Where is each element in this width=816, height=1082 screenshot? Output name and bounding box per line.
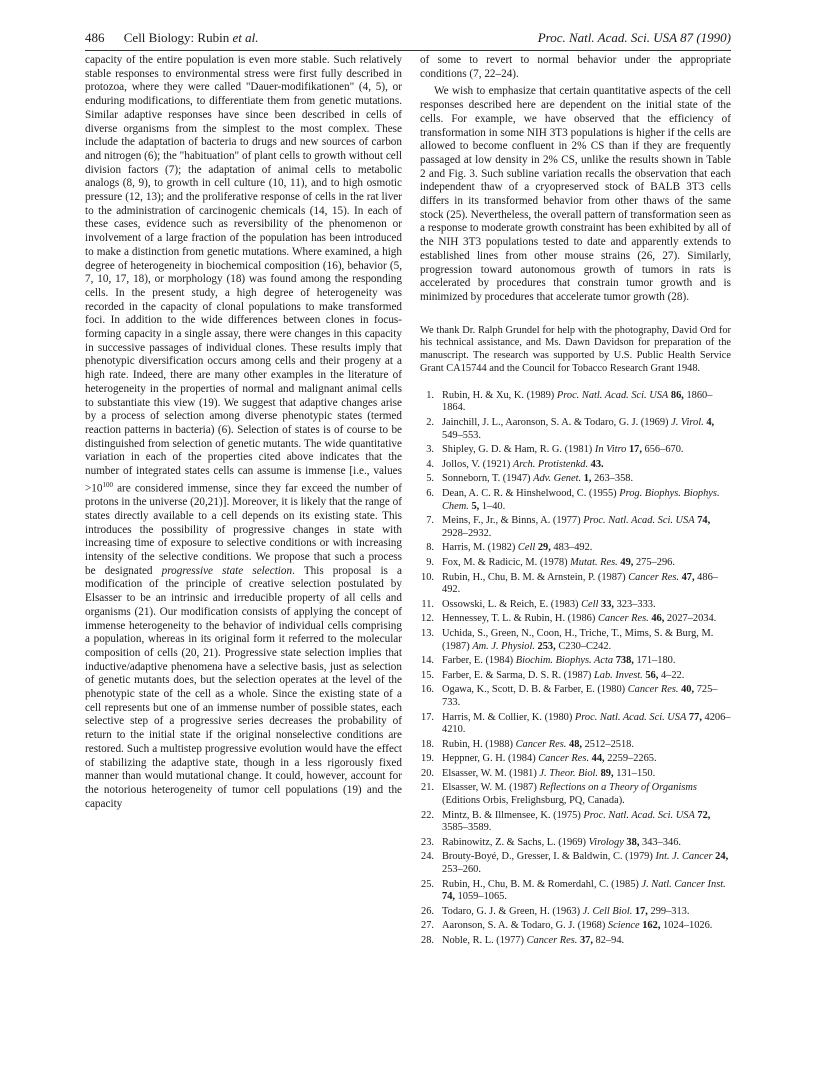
body-paragraph: We wish to emphasize that certain quantitative aspects of the cell responses described here are dependent on the initial state of the cells. For example, we have observed that the efficiency of transformation in some NIH 3T3 populations is higher if the cells are allowed to become confluent in 2% CS than if they are frequently passaged at low density in 2% CS, unlike the results shown in Table 2 and Fig. 3. Such subline variation recalls the observation that each independent thaw of a cryopreserved stock of BALB 3T3 cells differs in its transformed behavior from other thaws of the same stock (25). Nevertheless, the overall pattern of transformation seen as a response to moderate growth constraint has been exhibited by all of the NIH 3T3 populations tested to date and apparently extends to established lines from other mouse strains (26, 27). Similarly, progression toward autonomous growth of tumors in rats is accelerated by procedures that constrain tumor growth and is minimized by procedures that accelerate tumor growth (28). (420, 85, 731, 303)
text-run: are considered immense, since they far exceed the number of protons in the universe (20,21)]. Moreover, it is likely that the range of states directly available to a cell depends on its existing state. This introduces the possibility of progressive changes in state with increasing time of exposure to selective conditions or with increasing intensity of the selective conditions. We propose that such a process be designated (85, 482, 402, 577)
reference-pages: 549–553. (442, 429, 481, 441)
reference-journal: J. Theor. Biol. (539, 767, 599, 779)
reference-journal: In Vitro (594, 444, 627, 456)
reference-pages: 171–180. (633, 655, 676, 667)
reference-authors: Brouty-Boyé, D., Gresser, I. & Baldwin, C. (1979) (442, 851, 656, 863)
reference-authors: Uchida, S., Green, N., Coon, H., Triche, T., Mims, S. & Burg, M. (1987) (442, 627, 714, 652)
reference-pages: 253–260. (442, 864, 481, 876)
reference-volume: 4, (703, 417, 715, 429)
reference-authors: Rubin, H. & Xu, K. (1989) (442, 389, 557, 401)
reference-number: 25. (421, 878, 434, 890)
reference-pages: 656–670. (641, 444, 684, 456)
reference-volume: 48, (566, 738, 582, 750)
reference-authors: Farber, E. & Sarma, D. S. R. (1987) (442, 669, 594, 681)
reference-pages: 725–733. (442, 684, 718, 708)
reference-pages: 299–313. (647, 905, 690, 917)
reference-pages: 1024–1026. (660, 920, 713, 932)
authors-suffix: et al. (232, 30, 259, 45)
reference-pages: (Editions Orbis, Frelighsburg, PQ, Canada). (442, 795, 625, 807)
reference-authors: Fox, M. & Radicic, M. (1978) (442, 556, 571, 568)
reference-volume: 162, (639, 920, 661, 932)
reference-journal: Proc. Natl. Acad. Sci. USA (574, 711, 687, 723)
reference-pages: 2512–2518. (582, 738, 634, 750)
body-paragraph (85, 54, 402, 811)
reference-pages: 483–492. (550, 542, 593, 554)
reference-volume: 72, (694, 809, 711, 821)
reference-authors: Ogawa, K., Scott, D. B. & Farber, E. (1980) (442, 684, 628, 696)
reference-number: 23. (421, 836, 434, 848)
reference-item (420, 739, 731, 752)
reference-volume: 74, (694, 515, 711, 527)
reference-authors: Aaronson, S. A. & Todaro, G. J. (1968) (442, 920, 608, 932)
reference-item (420, 879, 731, 904)
reference-journal: Proc. Natl. Acad. Sci. USA (583, 515, 695, 527)
reference-authors: Harris, M. (1982) (442, 542, 518, 554)
reference-journal: Cancer Res. (597, 613, 649, 625)
reference-item (420, 542, 731, 555)
reference-journal: Cancer Res. (538, 753, 590, 765)
reference-journal: Int. J. Cancer (655, 851, 713, 863)
reference-pages: 82–94. (592, 935, 625, 946)
acknowledgment: We thank Dr. Ralph Grundel for help with the photography, David Ord for his technical assistance, and Ms. Dawn Davidson for preparation of the manuscript. The research was supported by U.S. Public Health Service Grant CA15744 and the Council for Tobacco Research Grant 1948. (420, 324, 731, 375)
reference-authors: Heppner, G. H. (1984) (442, 753, 539, 765)
reference-item (420, 473, 731, 486)
reference-journal: Arch. Protistenkd. (512, 458, 589, 470)
reference-authors: Jainchill, J. L., Aaronson, S. A. & Todaro, G. J. (1969) (442, 417, 672, 429)
reference-item (420, 768, 731, 781)
reference-volume: 253, (534, 640, 556, 652)
reference-item (420, 782, 731, 807)
reference-item (420, 684, 731, 709)
section-label: Cell Biology: Rubin (123, 30, 230, 45)
reference-volume: 33, (598, 598, 615, 610)
emphasis-term: progressive state selection (161, 564, 293, 577)
reference-list (420, 390, 731, 948)
reference-journal: Reflections on a Theory of Organisms (539, 782, 697, 794)
reference-pages: C230–C242. (555, 640, 612, 652)
reference-authors: Rubin, H., Chu, B. M. & Romerdahl, C. (1985) (442, 878, 642, 890)
reference-journal: Adv. Genet. (533, 473, 582, 485)
reference-number: 14. (421, 655, 434, 667)
reference-journal: Cancer Res. (628, 571, 679, 583)
reference-number: 12. (421, 613, 434, 625)
reference-volume: 46, (648, 613, 665, 625)
reference-item (420, 444, 731, 457)
reference-item (420, 851, 731, 876)
reference-volume: 1, (581, 473, 592, 485)
reference-authors: Rabinowitz, Z. & Sachs, L. (1969) (442, 836, 589, 848)
reference-authors: Meins, F., Jr., & Binns, A. (1977) (442, 515, 584, 527)
reference-number: 3. (426, 444, 434, 456)
reference-number: 27. (421, 920, 434, 932)
reference-pages: 263–358. (591, 473, 634, 485)
reference-journal: Cell (581, 598, 599, 610)
reference-authors: Harris, M. & Collier, K. (1980) (442, 711, 575, 723)
reference-volume: 24, (712, 851, 729, 863)
reference-volume: 29, (535, 542, 551, 554)
reference-authors: Hennessey, T. L. & Rubin, H. (1986) (442, 613, 598, 625)
reference-pages: 1–40. (479, 500, 506, 512)
reference-item (420, 628, 731, 653)
section-title (124, 30, 259, 45)
reference-journal: Cancer Res. (515, 738, 567, 750)
reference-authors: Jollos, V. (1921) (442, 458, 513, 470)
reference-volume: 86, (668, 389, 684, 401)
right-column (420, 54, 731, 950)
reference-volume: 47, (678, 571, 695, 583)
reference-number: 8. (426, 542, 434, 554)
reference-item (420, 459, 731, 472)
reference-number: 2. (426, 417, 434, 429)
reference-number: 24. (421, 851, 434, 863)
reference-pages: 323–333. (614, 598, 656, 610)
reference-authors: Rubin, H. (1988) (442, 738, 516, 750)
reference-item (420, 613, 731, 626)
reference-authors: Elsasser, W. M. (1987) (442, 782, 540, 794)
reference-volume: 89, (598, 767, 614, 779)
reference-number: 18. (421, 738, 434, 750)
reference-authors: Noble, R. L. (1977) (442, 935, 527, 946)
reference-item (420, 712, 731, 737)
reference-authors: Todaro, G. J. & Green, H. (1963) (442, 905, 583, 917)
reference-journal: Lab. Invest. (593, 669, 643, 681)
reference-number: 26. (421, 905, 434, 917)
reference-journal: Mutat. Res. (570, 556, 618, 568)
reference-number: 1. (426, 389, 434, 401)
reference-number: 20. (421, 767, 434, 779)
reference-number: 21. (421, 782, 434, 794)
reference-number: 9. (426, 556, 434, 568)
page-number: 486 (85, 30, 105, 45)
reference-authors: Rubin, H., Chu, B. M. & Arnstein, P. (1987) (442, 571, 629, 583)
reference-volume: 77, (686, 711, 702, 723)
reference-number: 28. (421, 935, 434, 946)
reference-volume: 738, (613, 655, 634, 667)
reference-item (420, 655, 731, 668)
reference-item (420, 515, 731, 540)
reference-volume: 74, (442, 891, 455, 903)
reference-item (420, 390, 731, 415)
reference-volume: 17, (626, 444, 642, 456)
reference-authors: Sonneborn, T. (1947) (442, 473, 534, 485)
reference-volume: 37, (577, 935, 593, 946)
reference-journal: Science (607, 920, 640, 932)
reference-journal: Cell (517, 542, 536, 554)
reference-journal: Proc. Natl. Acad. Sci. USA (583, 809, 695, 821)
reference-number: 5. (426, 473, 434, 485)
reference-authors: Ossowski, L. & Reich, E. (1983) (442, 598, 582, 610)
reference-number: 10. (421, 571, 434, 583)
reference-journal: J. Natl. Cancer Inst. (641, 878, 726, 890)
reference-item (420, 753, 731, 766)
reference-item (420, 488, 731, 513)
reference-volume: 17, (632, 905, 648, 917)
reference-pages: 4206–4210. (442, 711, 731, 736)
reference-journal: Proc. Natl. Acad. Sci. USA (556, 389, 669, 401)
reference-item (420, 417, 731, 442)
reference-number: 22. (421, 809, 434, 821)
reference-number: 16. (421, 684, 434, 696)
reference-journal: J. Cell Biol. (582, 905, 633, 917)
reference-item (420, 810, 731, 835)
reference-pages: 3585–3589. (442, 822, 492, 834)
reference-volume: 44, (589, 753, 605, 765)
reference-volume: 43. (588, 458, 604, 470)
reference-journal: Prog. Biophys. Biophys. Chem. (442, 488, 720, 512)
reference-pages: 343–346. (639, 836, 681, 848)
reference-authors: Dean, A. C. R. & Hinshelwood, C. (1955) (442, 488, 620, 499)
reference-number: 15. (421, 669, 434, 681)
reference-item (420, 670, 731, 683)
reference-authors: Elsasser, W. M. (1981) (442, 767, 540, 779)
reference-pages: 2259–2265. (604, 753, 657, 765)
reference-journal: J. Virol. (671, 417, 704, 429)
reference-number: 7. (426, 515, 434, 527)
reference-item (420, 599, 731, 612)
text-run: . This proposal is a modification of the principle of creative selection postulated by Elsasser to be an intrinsic and irreducible property of all cells and organisms (21). Our modification consists of applying the concept of immense heterogeneity to the behavior of individual cells comprising a population, whereas in its original form it referred to the molecular composition of cells (20, 21). Progressive state selection implies that inductive/adaptive phenomena have a selective basis, just as selection of genetic mutants does, but the selection operates at the level of the phenotypic state of the cell as a whole. Since the existing state of a cell represents but one of an immense number of possible states, each selective step of a progressive series decreases the probability of return to the initial state if the original nonselective conditions are restored. Such a multistep progressive evolution would have the effect of stabilizing the adaptive state, though in a less rigorously fixed manner than would mutational change. It could, however, account for the notorious heterogeneity of tumor cell populations (19) and the capacity (85, 564, 402, 810)
reference-number: 11. (421, 598, 434, 610)
reference-pages: 2928–2932. (442, 527, 492, 539)
reference-item (420, 920, 731, 933)
reference-volume: 38, (623, 836, 640, 848)
reference-journal: Cancer Res. (627, 684, 679, 696)
reference-authors: Mintz, B. & Illmensee, K. (1975) (442, 809, 584, 821)
reference-volume: 40, (678, 684, 695, 696)
reference-pages: 275–296. (633, 556, 675, 568)
reference-pages: 486–492. (442, 571, 718, 596)
body-paragraph: of some to revert to normal behavior under the appropriate conditions (7, 22–24). (420, 54, 731, 80)
reference-volume: 56, (642, 669, 659, 681)
reference-item (420, 572, 731, 597)
reference-volume: 49, (617, 556, 634, 568)
reference-number: 17. (421, 711, 434, 723)
reference-item (420, 557, 731, 570)
reference-number: 6. (426, 488, 434, 499)
reference-journal: Biochim. Biophys. Acta (515, 655, 614, 667)
reference-pages: 131–150. (613, 767, 656, 779)
reference-journal: Virology (588, 836, 624, 848)
reference-item (420, 837, 731, 850)
journal-citation: Proc. Natl. Acad. Sci. USA 87 (1990) (537, 30, 731, 45)
superscript: 100 (102, 480, 113, 489)
reference-number: 19. (421, 753, 434, 765)
reference-number: 4. (426, 458, 434, 470)
header-left (85, 30, 274, 46)
reference-pages: 4–22. (658, 669, 685, 681)
page-header (85, 30, 731, 51)
reference-pages: 1059–1065. (455, 891, 507, 903)
reference-item (420, 906, 731, 919)
left-column (85, 54, 402, 811)
reference-volume: 5, (468, 500, 480, 512)
reference-number: 13. (421, 627, 434, 639)
reference-item (420, 935, 731, 948)
reference-journal: Am. J. Physiol. (472, 640, 535, 652)
reference-pages: 1860–1864. (442, 389, 713, 414)
reference-journal: Cancer Res. (526, 935, 578, 946)
reference-authors: Shipley, G. D. & Ham, R. G. (1981) (442, 444, 595, 456)
reference-authors: Farber, E. (1984) (442, 655, 516, 667)
reference-pages: 2027–2034. (664, 613, 717, 625)
text-run: capacity of the entire population is even more stable. Such relatively stable responses to environmental stress were first fully described in protozoa, where they were called "Dauer-modifikationen" (4, 5), or enduring modifications, to differentiate them from genetic mutations. Similar adaptive responses have since been described in cells of diverse organisms from the simplest to the most complex. These include the adaptation of bacteria to drugs and new sources of carbon and nitrogen (6); the "habituation" of plant cells to growth without cell division factors (7); the adaptation of animal cells to metabolic analogs (8, 9), to growth in cell culture (10, 11), and to high osmotic pressure (12, 13); and the proliferative response of cells in the rat liver to the administration of carcinogenic chemicals (14, 15). In each of these cases, evidence such as reversibility of the phenomenon or involvement of a large fraction of the population has been introduced to make a distinction from genetic mutations. Where examined, a high degree of heterogeneity in biochemical composition (16), behavior (5, 7, 10, 17, 18), or morphology (18) was found among the responding cells. In the present study, a high degree of heterogeneity was recorded in the capacity of clonal populations to make transformed foci. In addition to the wide differences between clones in focus-forming capacity in a single assay, there were changes in this capacity in successive passages of individual clones. These results imply that phenotypic diversification occurs among cells and their progeny at a high rate. Indeed, there are many other examples in the literature of heterogeneity in the properties of normal and malignant animal cells to substantiate this view (19). We suggest that adaptive changes arise by a process of selection among diverse phenotypic states (termed reaction patterns in bacteria) (6). Selection of states is of course to be distinguished from selection of genetic mutants. The wide quantitative variation in each of the properties cited above indicates that the number of integrated states cells can assume is immense [i.e., values >10 (85, 54, 402, 495)
